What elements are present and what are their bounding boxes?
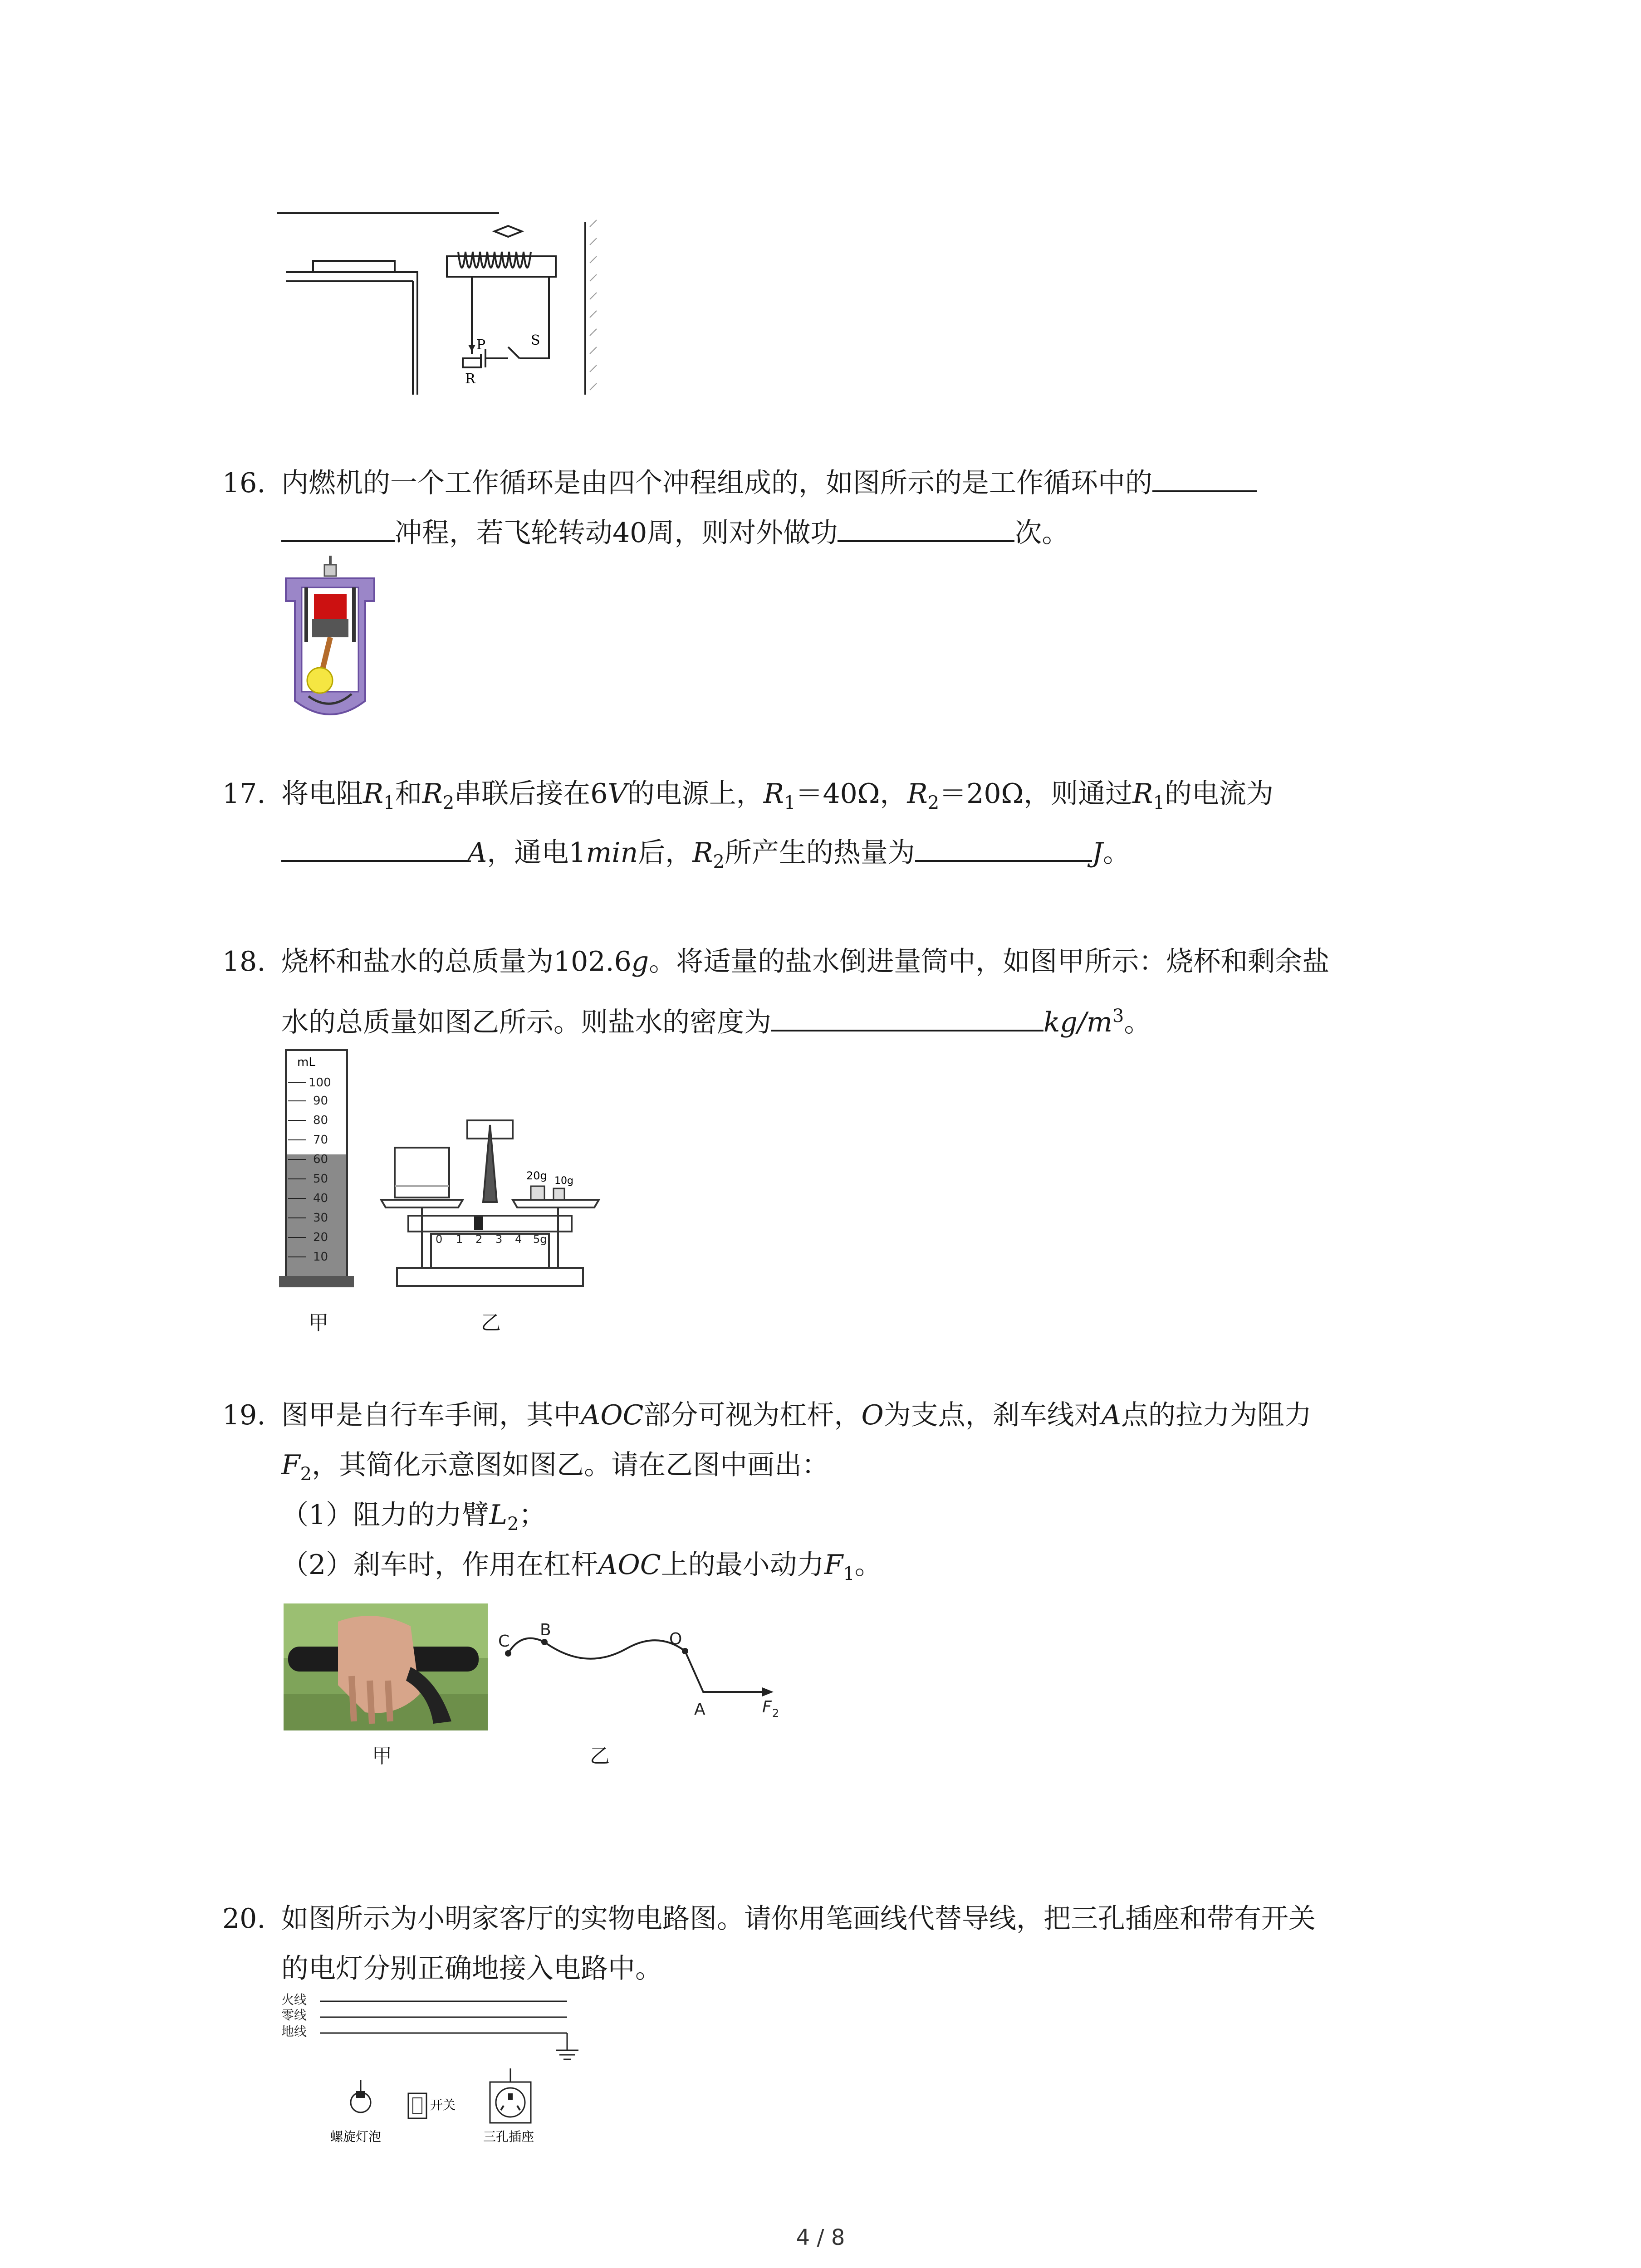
svg-text:零线: 零线 — [281, 2008, 307, 2023]
question-text: （2）刹车时，作用在杠杆AOC上的最小动力$F_1$。 — [281, 1549, 882, 1584]
svg-text:B: B — [540, 1622, 551, 1639]
svg-text:3: 3 — [495, 1233, 503, 1246]
answer-blank[interactable] — [281, 828, 467, 862]
svg-text:60: 60 — [313, 1153, 328, 1166]
page-number: 4 / 8 — [796, 2225, 845, 2250]
svg-text:30: 30 — [313, 1211, 328, 1225]
svg-text:O: O — [669, 1630, 682, 1648]
engine-stroke-figure — [277, 551, 386, 719]
bicycle-brake-photo — [284, 1603, 488, 1730]
question-number: 17. — [222, 778, 266, 810]
question-16 — [222, 458, 1447, 567]
svg-text:50: 50 — [313, 1172, 328, 1186]
question-text: 将电阻$R_1$和$R_2$串联后接在6V的电源上，$R_1=40\Omega$，$R_2=20\Omega$，则通过$R_1$的电流为 — [281, 778, 1274, 813]
svg-text:开关: 开关 — [430, 2097, 456, 2112]
question-text: 如图所示为小明家客厅的实物电路图。请你用笔画线代替导线，把三孔插座和带有开关 — [281, 1903, 1316, 1935]
question-19 — [222, 1390, 1447, 1594]
svg-text:100: 100 — [309, 1076, 331, 1090]
svg-text:40: 40 — [313, 1192, 328, 1205]
svg-text:2: 2 — [475, 1233, 483, 1246]
answer-blank[interactable] — [1152, 459, 1257, 492]
svg-text:10g: 10g — [554, 1175, 573, 1187]
answer-blank[interactable] — [915, 828, 1092, 862]
svg-text:C: C — [498, 1632, 510, 1651]
svg-text:4: 4 — [515, 1233, 522, 1246]
svg-text:三孔插座: 三孔插座 — [483, 2129, 534, 2144]
lever-sketch-figure — [495, 1622, 794, 1726]
home-circuit-figure — [277, 1991, 594, 2150]
question-text: 冲程，若飞轮转动40周，则对外做功 — [395, 517, 838, 549]
question-text: 烧杯和盐水的总质量为102.6g。将适量的盐水倒进量筒中，如图甲所示：烧杯和剩余盐 — [281, 946, 1330, 978]
svg-text:10: 10 — [313, 1250, 328, 1264]
svg-text:P: P — [476, 337, 486, 353]
question-text: （1）阻力的力臂$L_2$； — [281, 1499, 546, 1535]
svg-text:F: F — [762, 1698, 772, 1716]
question-18 — [222, 937, 1447, 1046]
svg-text:S: S — [531, 332, 540, 348]
question-number: 20. — [222, 1903, 266, 1935]
question-text: 内燃机的一个工作循环是由四个冲程组成的，如图所示的是工作循环中的 — [281, 467, 1152, 499]
question-text: 水的总质量如图乙所示。则盐水的密度为 $kg/m^3$。 — [281, 991, 1151, 1047]
svg-text:20: 20 — [313, 1231, 328, 1244]
measuring-cylinder-figure — [277, 1041, 363, 1295]
question-number: 19. — [222, 1399, 266, 1431]
question-number: 18. — [222, 946, 266, 978]
answer-blank[interactable] — [838, 508, 1014, 542]
question-text: 图甲是自行车手闸，其中AOC部分可视为杠杆，O为支点，刹车线对A点的拉力为阻力 — [281, 1399, 1312, 1431]
svg-text:mL: mL — [297, 1056, 315, 1069]
figure-caption-yi: 乙 — [481, 1311, 501, 1334]
svg-text:80: 80 — [313, 1114, 328, 1127]
svg-text:70: 70 — [313, 1133, 328, 1147]
question-text: A，通电1min后，$R_2$所产生的热量为 J。 — [281, 828, 1130, 887]
figure-caption-yi: 乙 — [590, 1745, 610, 1768]
answer-blank[interactable] — [281, 508, 395, 542]
svg-text:火线: 火线 — [281, 1992, 307, 2007]
question-text: 次。 — [1014, 517, 1069, 549]
svg-text:20g: 20g — [526, 1169, 547, 1182]
question-17 — [222, 769, 1447, 878]
balance-scale-figure — [377, 1111, 603, 1293]
question-20 — [222, 1894, 1447, 2003]
question-text: 的电灯分别正确地接入电路中。 — [281, 1953, 662, 1984]
question-text: $F_2$，其简化示意图如图乙。请在乙图中画出： — [281, 1449, 829, 1485]
svg-text:0: 0 — [436, 1233, 443, 1246]
svg-text:5g: 5g — [533, 1233, 547, 1246]
svg-text:1: 1 — [456, 1233, 463, 1246]
figure-caption-jia: 甲 — [372, 1745, 392, 1768]
question-number: 16. — [222, 467, 266, 499]
electromagnet-figure — [272, 200, 599, 399]
svg-text:地线: 地线 — [281, 2024, 307, 2039]
figure-caption-jia: 甲 — [309, 1311, 328, 1334]
svg-text:2: 2 — [772, 1707, 779, 1720]
svg-text:90: 90 — [313, 1094, 328, 1108]
answer-blank[interactable] — [771, 998, 1043, 1031]
svg-text:R: R — [465, 371, 475, 387]
svg-text:螺旋灯泡: 螺旋灯泡 — [330, 2129, 382, 2144]
svg-text:A: A — [694, 1700, 705, 1719]
